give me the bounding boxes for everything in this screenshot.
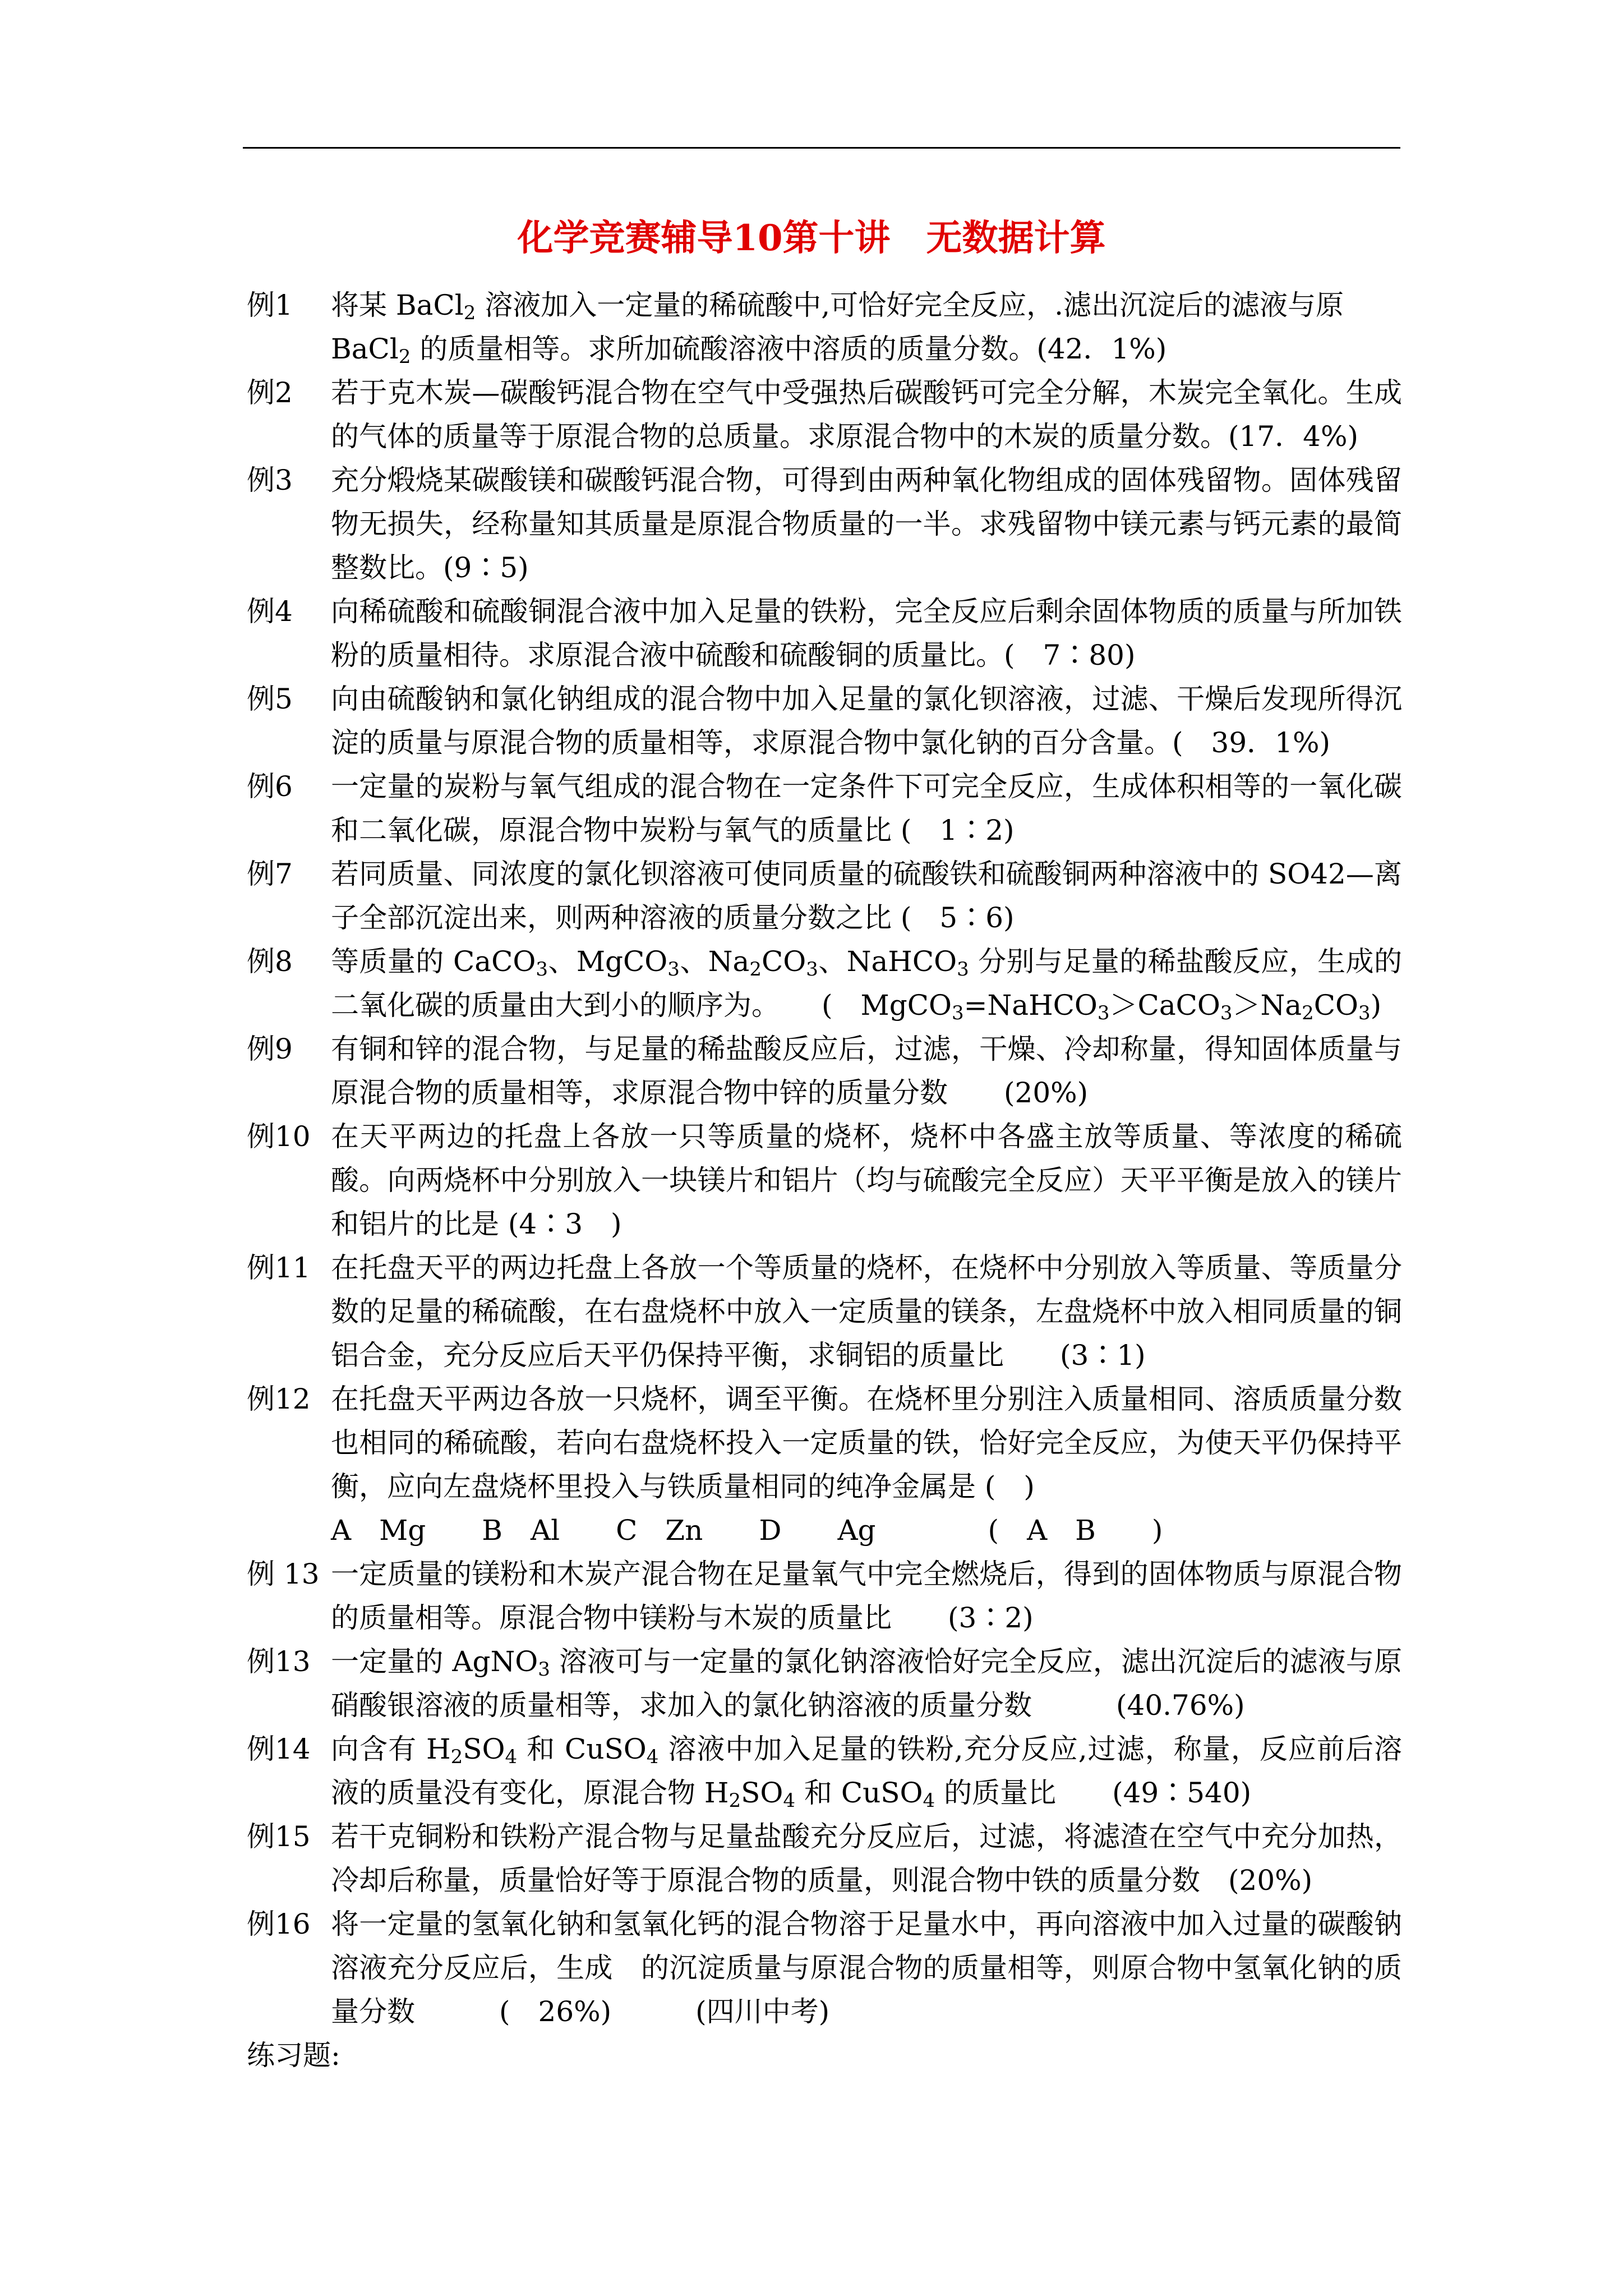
example-text <box>331 590 1402 677</box>
example-item <box>247 371 1430 458</box>
example-item <box>247 852 1402 940</box>
example-item <box>247 1902 1402 2033</box>
example-item <box>247 1815 1402 1902</box>
example-text <box>331 1815 1402 1902</box>
example-text-line: 有铜和锌的混合物，与足量的稀盐酸反应后，过滤，干燥、冷却称量，得知固体质量与原混合物的质量相等，求原混合物中锌的质量分数 (20%) <box>331 1033 1402 1109</box>
example-item <box>247 283 1402 371</box>
example-item <box>247 590 1402 677</box>
example-item <box>247 1115 1402 1246</box>
example-text-line: 充分煅烧某碳酸镁和碳酸钙混合物，可得到由两种氧化物组成的固体残留物。固体残留物无损失，经称量知其质量是原混合物质量的一半。求残留物中镁元素与钙元素的最简整数比。(9∶5) <box>331 464 1402 584</box>
example-label: 例8 <box>247 945 293 978</box>
example-text-line: 向由硫酸钠和氯化钠组成的混合物中加入足量的氯化钡溶液，过滤、干燥后发现所得沉淀的质量与原混合物的质量相等，求原混合物中氯化钠的百分含量。( 39．1%) <box>331 683 1402 759</box>
example-label: 例4 <box>247 595 293 628</box>
example-text <box>331 765 1402 852</box>
example-item <box>247 1377 1402 1552</box>
example-text <box>331 458 1402 590</box>
example-text <box>331 1115 1402 1246</box>
example-text-line: 向稀硫酸和硫酸铜混合液中加入足量的铁粉，完全反应后剩余固体物质的质量与所加铁粉的质量相待。求原混合液中硫酸和硫酸铜的质量比。( 7∶80) <box>331 595 1402 671</box>
header-rule <box>243 147 1400 149</box>
example-text-line: 一定量的 AgNO$_3$ 溶液可与一定量的氯化钠溶液恰好完全反应，滤出沉淀后的滤液与原硝酸银溶液的质量相等，求加入的氯化钠溶液的质量分数 (40.76%) <box>331 1645 1402 1722</box>
example-text <box>331 371 1430 458</box>
example-text <box>331 677 1402 765</box>
example-label: 例11 <box>247 1251 311 1284</box>
example-item <box>247 1552 1402 1640</box>
example-label: 例14 <box>247 1733 311 1765</box>
example-text-line: 若同质量、同浓度的氯化钡溶液可使同质量的硫酸铁和硫酸铜两种溶液中的 SO42—离子全部沉淀出来，则两种溶液的质量分数之比 ( 5∶6) <box>331 858 1402 934</box>
example-text-line: 在天平两边的托盘上各放一只等质量的烧杯，烧杯中各盛主放等质量、等浓度的稀硫酸。向两烧杯中分别放入一块镁片和铝片（均与硫酸完全反应）天平平衡是放入的镁片和铝片的比是 (4∶3 ) <box>331 1120 1402 1240</box>
example-text-line: 一定量的炭粉与氧气组成的混合物在一定条件下可完全反应，生成体积相等的一氧化碳和二氧化碳，原混合物中炭粉与氧气的质量比 ( 1∶2) <box>331 770 1402 846</box>
examples-list <box>247 283 1430 2077</box>
example-text <box>331 1027 1402 1115</box>
example-label: 例6 <box>247 770 293 803</box>
example-label: 例16 <box>247 1908 311 1940</box>
example-item <box>247 458 1402 590</box>
example-label: 例5 <box>247 683 293 715</box>
example-text-line: 在托盘天平两边各放一只烧杯，调至平衡。在烧杯里分别注入质量相同、溶质质量分数也相同的稀硫酸，若向右盘烧杯投入一定质量的铁，恰好完全反应，为使天平仍保持平衡，应向左盘烧杯里投入与铁质量相同的纯净金属是 ( ) <box>331 1383 1402 1503</box>
example-item <box>247 765 1402 852</box>
example-label: 例1 <box>247 289 293 321</box>
example-label: 例2 <box>247 376 293 409</box>
exercise-heading: 练习题: <box>247 2039 340 2072</box>
example-text-line: 将一定量的氢氧化钠和氢氧化钙的混合物溶于足量水中，再向溶液中加入过量的碳酸钠溶液充分反应后，生成 的沉淀质量与原混合物的质量相等，则原合物中氢氧化钠的质量分数 ( 26%) (四川中考) <box>331 1908 1402 2028</box>
example-text-line: BaCl$_2$ 的质量相等。求所加硫酸溶液中溶质的质量分数。(42．1%) <box>331 333 1167 368</box>
example-text <box>331 1640 1402 1727</box>
example-text-line: 在托盘天平的两边托盘上各放一个等质量的烧杯，在烧杯中分别放入等质量、等质量分数的足量的稀硫酸，在右盘烧杯中放入一定质量的镁条，左盘烧杯中放入相同质量的铜铝合金，充分反应后天平仍保持平衡，求铜铝的质量比 (3∶1) <box>331 1251 1402 1372</box>
example-label: 例12 <box>247 1383 311 1415</box>
example-item <box>247 940 1402 1027</box>
example-label: 例10 <box>247 1120 311 1153</box>
example-label: 例15 <box>247 1820 311 1853</box>
example-label: 例13 <box>247 1645 311 1678</box>
answer-options: A Mg B Al C Zn D Ag ( A B ) <box>331 1514 1163 1547</box>
example-item <box>247 1027 1402 1115</box>
example-label: 例7 <box>247 858 293 890</box>
example-label: 例 13 <box>247 1558 320 1590</box>
example-label: 例3 <box>247 464 293 496</box>
example-text <box>331 852 1402 940</box>
example-text <box>331 283 1402 371</box>
example-text-line: 向含有 $H_2SO_4$ 和 CuSO$_4$ 溶液中加入足量的铁粉,充分反应,过滤，称量，反应前后溶液的质量没有变化，原混合物 $H_2SO_4$ 和 CuSO$_4$ 的质量比 (49∶540) <box>331 1733 1402 1812</box>
example-text-line: 一定质量的镁粉和木炭产混合物在足量氧气中完全燃烧后，得到的固体物质与原混合物的质量相等。原混合物中镁粉与木炭的质量比 (3∶2) <box>331 1558 1402 1634</box>
example-item <box>247 1246 1402 1377</box>
example-text-line: 若干克铜粉和铁粉产混合物与足量盐酸充分反应后，过滤，将滤渣在空气中充分加热，冷却后称量，质量恰好等于原混合物的质量，则混合物中铁的质量分数 (20%) <box>331 1820 1402 1897</box>
example-label: 例9 <box>247 1033 293 1065</box>
example-item <box>247 1727 1402 1815</box>
example-text <box>331 940 1402 1027</box>
example-text-line: 等质量的 CaCO$_3$、MgCO$_3$、$Na_2CO_3$、NaHCO$_3$ 分别与足量的稀盐酸反应，生成的二氧化碳的质量由大到小的顺序为。 ( $MgCO_3=NaHCO_3>CaCO_3>Na_2CO_3$) <box>331 945 1402 1024</box>
example-text <box>331 1377 1402 1552</box>
example-item <box>247 677 1402 765</box>
page-title: 化学竞赛辅导10第十讲 无数据计算 <box>517 217 1106 259</box>
example-item <box>247 1640 1402 1727</box>
example-text <box>331 1727 1402 1815</box>
example-text <box>331 1552 1402 1640</box>
example-text-line: 将某 BaCl$_2$ 溶液加入一定量的稀硫酸中,可恰好完全反应，.滤出沉淀后的滤液与原 <box>331 289 1344 324</box>
example-text <box>331 1246 1402 1377</box>
example-text <box>331 1902 1402 2033</box>
example-text-line: 若于克木炭—碳酸钙混合物在空气中受强热后碳酸钙可完全分解，木炭完全氧化。生成 的气体的质量等于原混合物的总质量。求原混合物中的木炭的质量分数。(17．4%) <box>331 376 1430 453</box>
